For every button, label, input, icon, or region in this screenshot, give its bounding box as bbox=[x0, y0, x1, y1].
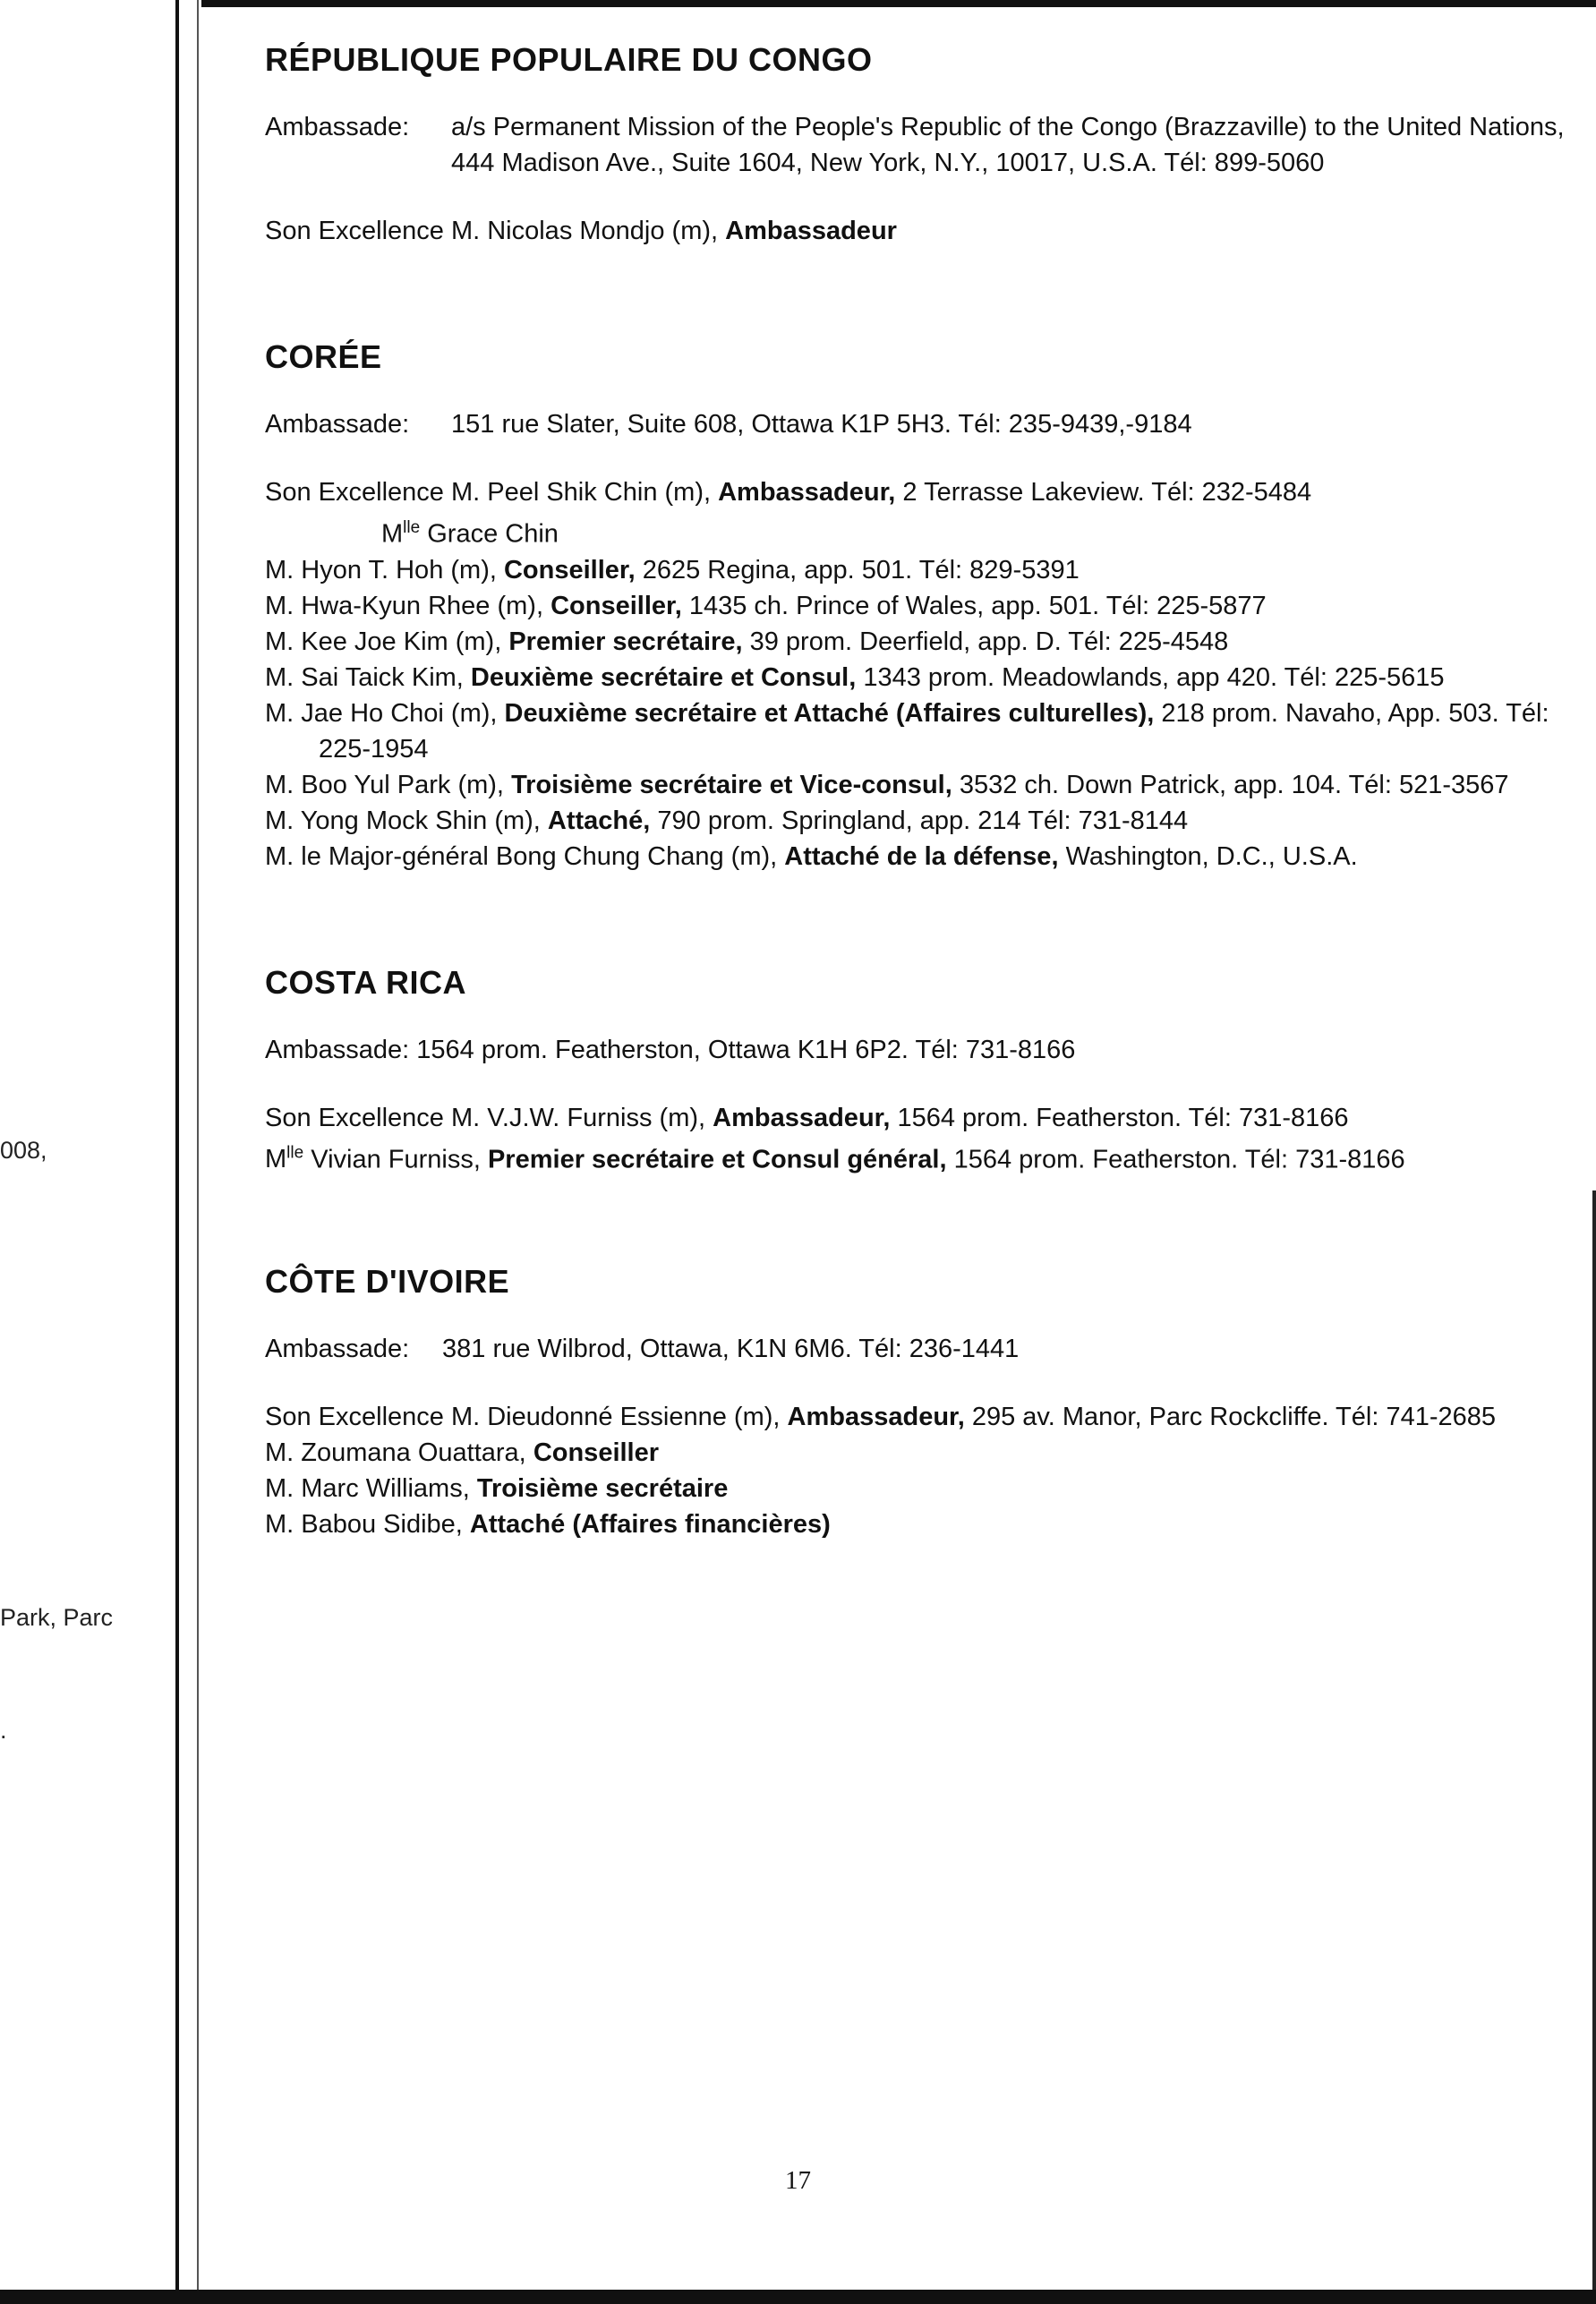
staff-entry bbox=[265, 1136, 1572, 1178]
staff-title: Ambassadeur bbox=[725, 217, 897, 245]
staff-details: 1343 prom. Meadowlands, app 420. Tél: 225-5615 bbox=[863, 662, 1445, 692]
page-number: 17 bbox=[785, 2166, 811, 2195]
staff-name: M. Kee Joe Kim (m), bbox=[265, 627, 502, 656]
staff-entry bbox=[265, 1435, 1572, 1471]
staff-title: Conseiller bbox=[533, 1438, 660, 1468]
embassy-label: Ambassade: bbox=[265, 410, 410, 439]
staff-title: Troisième secrétaire et Vice-consul, bbox=[511, 770, 952, 799]
embassy-label: Ambassade: bbox=[265, 1035, 410, 1064]
binding-shadow bbox=[197, 0, 199, 2304]
staff-entry bbox=[265, 624, 1572, 660]
staff-title: Ambassadeur, bbox=[713, 1103, 891, 1132]
spouse-entry bbox=[265, 510, 1572, 552]
staff-title: Troisième secrétaire bbox=[476, 1474, 729, 1504]
country-section-cote-divoire bbox=[265, 1263, 1572, 1542]
staff-name-prefix: $M^{lle}$ bbox=[265, 1143, 304, 1174]
staff-details: 39 prom. Deerfield, app. D. Tél: 225-4548 bbox=[749, 627, 1229, 656]
embassy-address-block bbox=[265, 1032, 1572, 1068]
staff-list bbox=[265, 1100, 1572, 1178]
embassy-address-block bbox=[265, 109, 1572, 181]
country-section-coree bbox=[265, 338, 1572, 875]
staff-list bbox=[265, 1399, 1572, 1542]
staff-entry bbox=[265, 588, 1572, 624]
staff-details: 1564 prom. Featherston. Tél: 731-8166 bbox=[953, 1145, 1405, 1174]
staff-title: Deuxième secrétaire et Attaché (Affaires culturelles), bbox=[504, 698, 1155, 728]
staff-name: M. Marc Williams, bbox=[265, 1474, 470, 1504]
section-heading: CÔTE D'IVOIRE bbox=[265, 1263, 510, 1301]
staff-name: M. Sai Taick Kim, bbox=[265, 662, 464, 692]
scan-top-edge bbox=[201, 0, 1596, 7]
margin-fragment: Park, Parc bbox=[0, 1604, 114, 1631]
staff-entry bbox=[265, 803, 1572, 839]
staff-name: M. Hyon T. Hoh (m), bbox=[265, 555, 497, 585]
staff-title: Premier secrétaire, bbox=[508, 627, 743, 656]
staff-details: 218 prom. Navaho, App. 503. Tél: 225-1954 bbox=[319, 698, 1549, 764]
embassy-address: a/s Permanent Mission of the People's Republic of the Congo (Brazzaville) to the United Nations, 444 Madison Ave., Suite 1604, New York, N.Y., 10017, U.S.A. Tél: 899-5060 bbox=[451, 113, 1565, 177]
embassy-address-block bbox=[265, 406, 1572, 442]
staff-title: Conseiller, bbox=[503, 555, 636, 585]
staff-details: Washington, D.C., U.S.A. bbox=[1065, 841, 1358, 871]
staff-name: M. Yong Mock Shin (m), bbox=[265, 806, 541, 835]
staff-name: M. Babou Sidibe, bbox=[265, 1510, 463, 1540]
margin-fragment: . bbox=[0, 1717, 7, 1744]
staff-details: 1564 prom. Featherston. Tél: 731-8166 bbox=[897, 1103, 1349, 1132]
embassy-label: Ambassade: bbox=[265, 1335, 410, 1364]
staff-title: Premier secrétaire et Consul général, bbox=[487, 1145, 947, 1174]
section-heading: COSTA RICA bbox=[265, 963, 466, 1001]
staff-details: 2625 Regina, app. 501. Tél: 829-5391 bbox=[642, 555, 1080, 585]
previous-page-margin bbox=[0, 0, 175, 2304]
staff-name: M. Jae Ho Choi (m), bbox=[265, 698, 498, 728]
staff-entry bbox=[265, 474, 1572, 510]
staff-entry bbox=[265, 839, 1572, 875]
staff-list bbox=[265, 474, 1572, 875]
staff-details: 1435 ch. Prince of Wales, app. 501. Tél: 225-5877 bbox=[688, 591, 1267, 620]
document-page bbox=[265, 41, 1572, 1542]
staff-name: Son Excellence M. V.J.W. Furniss (m), bbox=[265, 1103, 706, 1132]
embassy-address: 1564 prom. Featherston, Ottawa K1H 6P2. Tél: 731-8166 bbox=[416, 1035, 1076, 1064]
scan-bottom-edge bbox=[0, 2290, 1596, 2304]
staff-title: Deuxième secrétaire et Consul, bbox=[470, 662, 857, 692]
staff-title: Attaché de la défense, bbox=[784, 841, 1059, 871]
staff-details: 295 av. Manor, Parc Rockcliffe. Tél: 741-2685 bbox=[971, 1403, 1497, 1432]
staff-details: 3532 ch. Down Patrick, app. 104. Tél: 521-3567 bbox=[959, 770, 1509, 799]
staff-name: Son Excellence M. Nicolas Mondjo (m), bbox=[265, 217, 719, 245]
staff-list bbox=[265, 213, 1572, 249]
staff-title: Attaché (Affaires financières) bbox=[469, 1510, 831, 1540]
staff-title: Ambassadeur, bbox=[787, 1403, 965, 1432]
staff-name: Son Excellence M. Dieudonné Essienne (m), bbox=[265, 1403, 781, 1432]
staff-details: 2 Terrasse Lakeview. Tél: 232-5484 bbox=[902, 478, 1312, 507]
embassy-address-block bbox=[265, 1331, 1572, 1367]
staff-name: M. Zoumana Ouattara, bbox=[265, 1438, 526, 1468]
staff-name: M. Boo Yul Park (m), bbox=[265, 770, 504, 799]
staff-title: Conseiller, bbox=[550, 591, 682, 620]
staff-entry bbox=[265, 1100, 1572, 1136]
staff-name: M. Hwa-Kyun Rhee (m), bbox=[265, 591, 544, 620]
spouse-prefix-sup: lle bbox=[403, 518, 421, 537]
staff-entry bbox=[265, 695, 1572, 767]
country-section-costa-rica bbox=[265, 964, 1572, 1178]
staff-entry bbox=[265, 1506, 1572, 1542]
staff-name: Vivian Furniss, bbox=[311, 1145, 481, 1174]
staff-name: Son Excellence M. Peel Shik Chin (m), bbox=[265, 478, 712, 507]
binding-edge bbox=[175, 0, 179, 2304]
embassy-label: Ambassade: bbox=[265, 113, 410, 141]
staff-details: 790 prom. Springland, app. 214 Tél: 731-8144 bbox=[657, 806, 1189, 835]
staff-entry bbox=[265, 552, 1572, 588]
margin-fragment: 008, bbox=[0, 1137, 47, 1164]
spouse-prefix: M bbox=[381, 519, 404, 549]
staff-entry bbox=[265, 767, 1572, 803]
staff-entry bbox=[265, 1471, 1572, 1506]
section-heading: CORÉE bbox=[265, 338, 382, 375]
staff-entry bbox=[265, 213, 1572, 249]
staff-name: M. le Major-général Bong Chung Chang (m), bbox=[265, 841, 778, 871]
staff-entry bbox=[265, 660, 1572, 695]
staff-entry bbox=[265, 1399, 1572, 1435]
scan-right-edge bbox=[1592, 1190, 1596, 2304]
embassy-address: 151 rue Slater, Suite 608, Ottawa K1P 5H3. Tél: 235-9439,-9184 bbox=[451, 410, 1192, 439]
embassy-address: 381 rue Wilbrod, Ottawa, K1N 6M6. Tél: 236-1441 bbox=[442, 1335, 1020, 1364]
section-heading: RÉPUBLIQUE POPULAIRE DU CONGO bbox=[265, 41, 873, 78]
spouse-name: Grace Chin bbox=[427, 519, 559, 549]
staff-title: Attaché, bbox=[547, 806, 651, 835]
staff-title: Ambassadeur, bbox=[718, 478, 896, 507]
country-section-congo bbox=[265, 41, 1572, 249]
